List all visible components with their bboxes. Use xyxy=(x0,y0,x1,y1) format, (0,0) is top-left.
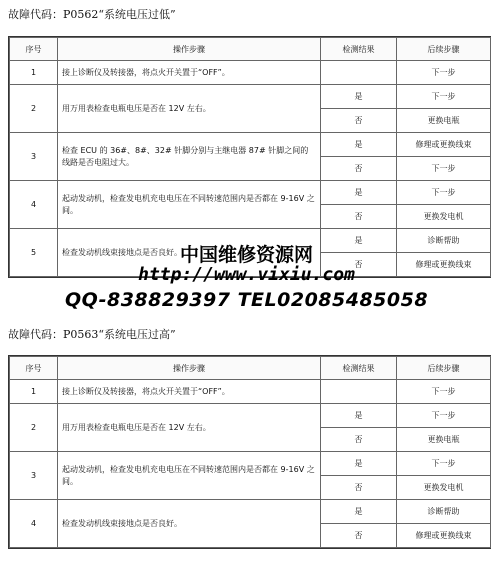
step-number: 5 xyxy=(10,229,58,277)
check-result: 是 xyxy=(321,229,397,253)
header-cell: 操作步骤 xyxy=(58,357,321,380)
step-number: 1 xyxy=(10,61,58,85)
watermark-line-2: http://www.vixiu.com xyxy=(138,264,355,285)
next-step: 下一步 xyxy=(397,181,491,205)
check-result xyxy=(321,380,397,404)
step-description: 接上诊断仪及转接器，将点火开关置于“OFF”。 xyxy=(58,61,321,85)
table-row xyxy=(10,452,491,476)
step-description: 接上诊断仪及转接器，将点火开关置于“OFF”。 xyxy=(58,380,321,404)
check-result: 否 xyxy=(321,428,397,452)
step-number: 2 xyxy=(10,85,58,133)
next-step: 下一步 xyxy=(397,85,491,109)
next-step: 更换电瓶 xyxy=(397,109,491,133)
table-row xyxy=(10,404,491,428)
next-step: 下一步 xyxy=(397,157,491,181)
header-cell: 操作步骤 xyxy=(58,38,321,61)
table-row xyxy=(10,380,491,404)
check-result: 是 xyxy=(321,500,397,524)
table-row xyxy=(10,61,491,85)
header-cell: 后续步骤 xyxy=(397,357,491,380)
step-description: 起动发动机，检查发电机充电电压在不同转速范围内是否都在 9-16V 之间。 xyxy=(58,181,321,229)
check-result: 否 xyxy=(321,205,397,229)
next-step: 诊断帮助 xyxy=(397,500,491,524)
header-row xyxy=(10,38,491,61)
next-step: 更换发电机 xyxy=(397,205,491,229)
header-cell: 序号 xyxy=(10,38,58,61)
step-description: 用万用表检查电瓶电压是否在 12V 左右。 xyxy=(58,85,321,133)
step-number: 3 xyxy=(10,133,58,181)
next-step: 下一步 xyxy=(397,452,491,476)
watermark-line-1: 中国维修资源网 xyxy=(179,244,313,266)
section-2-title: 故障代码：P0563“系统电压过高” xyxy=(8,328,176,341)
step-number: 3 xyxy=(10,452,58,500)
section-1-table xyxy=(8,36,491,278)
check-result: 否 xyxy=(321,253,397,277)
check-result: 是 xyxy=(321,85,397,109)
next-step: 修理或更换线束 xyxy=(397,253,491,277)
next-step: 更换发电机 xyxy=(397,476,491,500)
step-description: 用万用表检查电瓶电压是否在 12V 左右。 xyxy=(58,404,321,452)
next-step: 下一步 xyxy=(397,380,491,404)
header-cell: 检测结果 xyxy=(321,357,397,380)
step-number: 2 xyxy=(10,404,58,452)
step-description: 检查 ECU 的 36#、8#、32# 针脚分别与主继电器 87# 针脚之间的线路是否电阻过大。 xyxy=(58,133,321,181)
section-1-title: 故障代码：P0562“系统电压过低” xyxy=(8,8,176,21)
header-row xyxy=(10,357,491,380)
next-step: 下一步 xyxy=(397,404,491,428)
step-description: 起动发动机，检查发电机充电电压在不同转速范围内是否都在 9-16V 之间。 xyxy=(58,452,321,500)
step-description: 检查发动机线束接地点是否良好。 xyxy=(58,229,321,277)
check-result: 是 xyxy=(321,452,397,476)
next-step: 下一步 xyxy=(397,61,491,85)
check-result: 是 xyxy=(321,181,397,205)
watermark-line-3: QQ-838829397 TEL02085485058 xyxy=(64,289,429,311)
next-step: 修理或更换线束 xyxy=(397,133,491,157)
check-result: 否 xyxy=(321,524,397,548)
table-row xyxy=(10,229,491,253)
check-result xyxy=(321,61,397,85)
step-number: 1 xyxy=(10,380,58,404)
header-cell: 检测结果 xyxy=(321,38,397,61)
check-result: 是 xyxy=(321,404,397,428)
table-row xyxy=(10,500,491,524)
check-result: 否 xyxy=(321,109,397,133)
table-row xyxy=(10,85,491,109)
next-step: 诊断帮助 xyxy=(397,229,491,253)
step-description: 检查发动机线束接地点是否良好。 xyxy=(58,500,321,548)
section-2-table xyxy=(8,355,491,549)
header-cell: 序号 xyxy=(10,357,58,380)
table-row xyxy=(10,181,491,205)
check-result: 否 xyxy=(321,476,397,500)
table-row xyxy=(10,133,491,157)
step-number: 4 xyxy=(10,500,58,548)
check-result: 否 xyxy=(321,157,397,181)
step-number: 4 xyxy=(10,181,58,229)
next-step: 更换电瓶 xyxy=(397,428,491,452)
next-step: 修理或更换线束 xyxy=(397,524,491,548)
check-result: 是 xyxy=(321,133,397,157)
header-cell: 后续步骤 xyxy=(397,38,491,61)
